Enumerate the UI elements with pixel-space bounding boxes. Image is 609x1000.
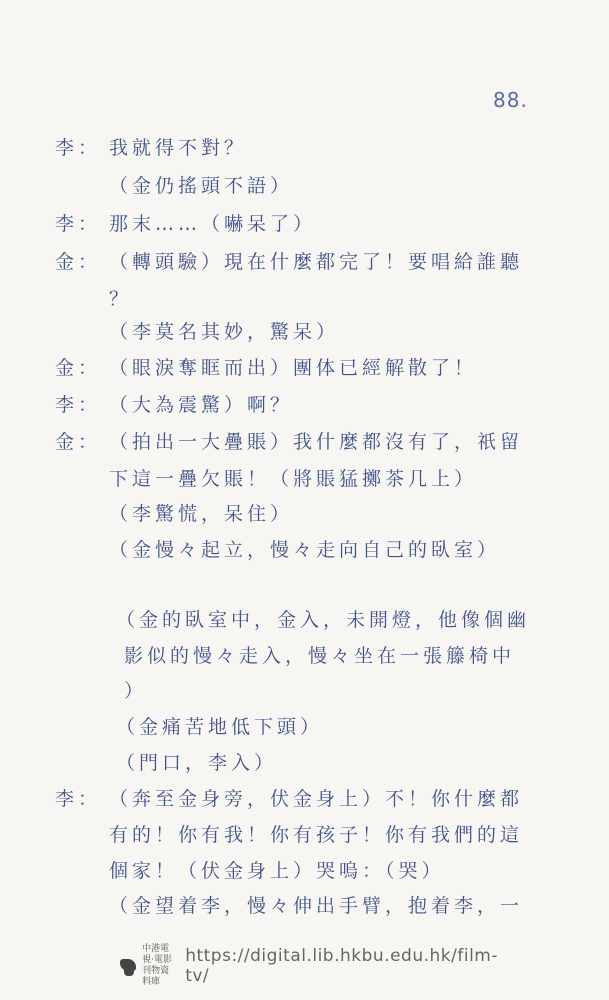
line-text: （李驚慌，呆住） [109, 503, 294, 525]
line-text: （金的臥室中，金入，未開燈，他像個幽 [116, 609, 531, 631]
library-name: 中港電視‧電影 刊物資料庫 [142, 944, 172, 987]
line-text: （奔至金身旁，伏金身上）不！你什麼都 [109, 788, 524, 810]
line-text: （金仍搖頭不語） [109, 175, 294, 197]
line-text: （拍出一大疊賬）我什麼都沒有了，祇留 [109, 431, 524, 453]
line-text: ？ [109, 288, 133, 310]
speaker-label: 金： [55, 251, 102, 273]
library-url[interactable]: https://digital.lib.hkbu.edu.hk/film-tv/ [185, 946, 498, 986]
line-text: （轉頭驗）現在什麼都完了！要唱給誰聽 [109, 251, 524, 273]
line-text: （大為震驚）啊？ [109, 394, 294, 416]
line-text: （金慢々起立，慢々走向自己的臥室） [109, 539, 501, 561]
line-text: 那末……（嚇呆了） [109, 213, 317, 235]
speaker-label: 李： [55, 213, 102, 235]
speaker-label: 金： [55, 357, 102, 379]
line-text: 我就得不對？ [109, 137, 248, 159]
page-number: 88. [493, 88, 528, 112]
line-text: 下這一疊欠賬！（將賬猛擲茶几上） [109, 468, 478, 490]
speaker-label: 李： [55, 137, 102, 159]
speaker-label: 李： [55, 394, 102, 416]
line-text: 影似的慢々走入，慢々坐在一張籐椅中 [124, 645, 516, 667]
line-text: （金痛苦地低下頭） [116, 716, 324, 738]
line-text: （金望着李，慢々伸出手臂，抱着李，一 [109, 895, 524, 917]
line-text: （李莫名其妙，驚呆） [109, 321, 340, 343]
speaker-label: 李： [55, 788, 102, 810]
line-text: （眼淚奪眶而出）團体已經解散了！ [109, 357, 478, 379]
line-text: 個家！（伏金身上）哭嗚：（哭） [109, 860, 445, 882]
speaker-label: 金： [55, 431, 102, 453]
watermark-footer [118, 946, 498, 986]
line-text: ） [124, 680, 148, 702]
line-text: 有的！你有我！你有孩子！你有我們的這 [109, 824, 524, 846]
line-text: （門口，李入） [116, 752, 278, 774]
library-logo-icon [118, 955, 134, 977]
